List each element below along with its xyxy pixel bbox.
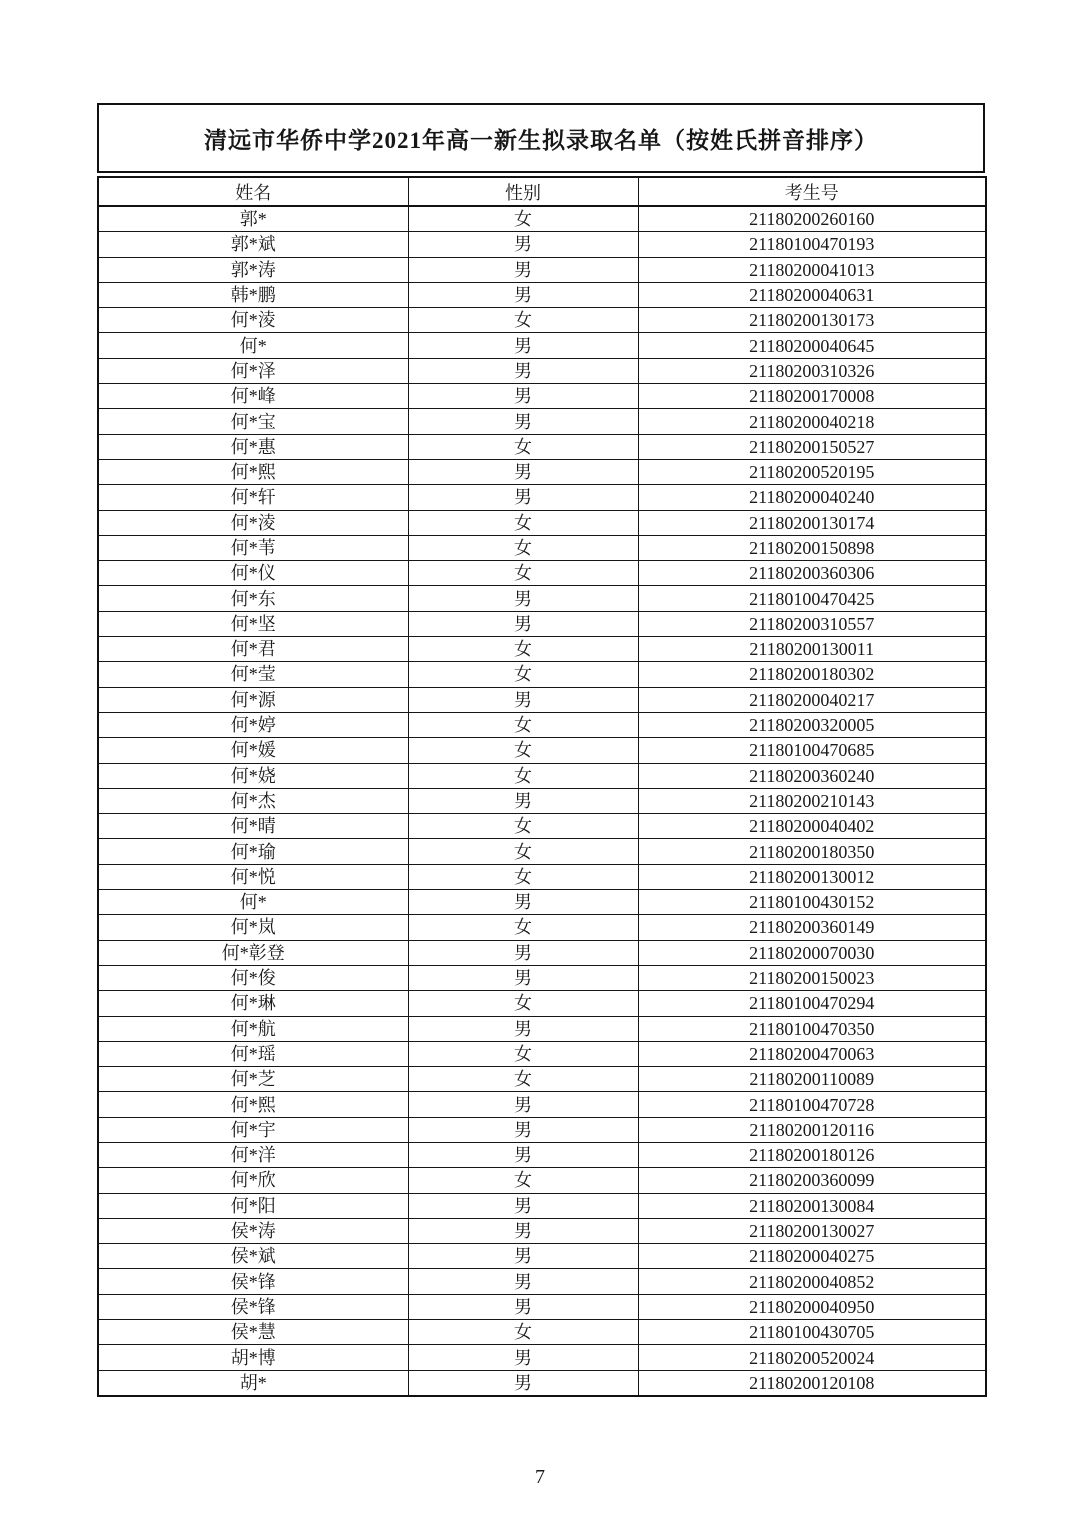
candidate-no-cell: 21180200520024: [638, 1345, 986, 1370]
table-row: [98, 1168, 986, 1193]
candidate-no-cell: 21180200130011: [638, 637, 986, 662]
gender-cell: 女: [408, 308, 638, 333]
name-cell: 何*淩: [98, 308, 408, 333]
gender-cell: 男: [408, 687, 638, 712]
candidate-no-cell: 21180200040218: [638, 409, 986, 434]
candidate-no-cell: 21180200470063: [638, 1041, 986, 1066]
document-title: 清远市华侨中学2021年高一新生拟录取名单（按姓氏拼音排序）: [97, 103, 985, 173]
gender-cell: 女: [408, 206, 638, 232]
candidate-no-cell: 21180200150023: [638, 965, 986, 990]
gender-cell: 女: [408, 434, 638, 459]
header-candidate-no: 考生号: [638, 177, 986, 206]
name-cell: 何*晴: [98, 814, 408, 839]
candidate-no-cell: 21180200360240: [638, 763, 986, 788]
table-row: [98, 1294, 986, 1319]
table-row: [98, 1244, 986, 1269]
table-row: [98, 384, 986, 409]
gender-cell: 女: [408, 712, 638, 737]
name-cell: 何*航: [98, 1016, 408, 1041]
candidate-no-cell: 21180200120116: [638, 1117, 986, 1142]
table-row: [98, 308, 986, 333]
candidate-no-cell: 21180200180350: [638, 839, 986, 864]
candidate-no-cell: 21180200210143: [638, 788, 986, 813]
candidate-no-cell: 21180200130173: [638, 308, 986, 333]
candidate-no-cell: 21180200041013: [638, 257, 986, 282]
table-row: [98, 839, 986, 864]
gender-cell: 女: [408, 1168, 638, 1193]
table-row: [98, 586, 986, 611]
gender-cell: 女: [408, 561, 638, 586]
table-row: [98, 282, 986, 307]
name-cell: 韩*鹏: [98, 282, 408, 307]
gender-cell: 男: [408, 940, 638, 965]
table-row: [98, 459, 986, 484]
name-cell: 何*洋: [98, 1142, 408, 1167]
name-cell: 何*琳: [98, 991, 408, 1016]
candidate-no-cell: 21180200040402: [638, 814, 986, 839]
admission-roster-table: [97, 176, 987, 1397]
candidate-no-cell: 21180200040631: [638, 282, 986, 307]
name-cell: 何*泽: [98, 358, 408, 383]
candidate-no-cell: 21180200150898: [638, 535, 986, 560]
candidate-no-cell: 21180200120108: [638, 1370, 986, 1396]
gender-cell: 男: [408, 611, 638, 636]
gender-cell: 男: [408, 459, 638, 484]
gender-cell: 男: [408, 1345, 638, 1370]
name-cell: 侯*锋: [98, 1269, 408, 1294]
candidate-no-cell: 21180200180302: [638, 662, 986, 687]
name-cell: 何*芝: [98, 1067, 408, 1092]
name-cell: 何*悦: [98, 864, 408, 889]
gender-cell: 男: [408, 890, 638, 915]
table-header: [98, 177, 986, 206]
table-row: [98, 434, 986, 459]
table-row: [98, 358, 986, 383]
candidate-no-cell: 21180100470425: [638, 586, 986, 611]
gender-cell: 男: [408, 965, 638, 990]
name-cell: 侯*慧: [98, 1320, 408, 1345]
table-row: [98, 1142, 986, 1167]
table-row: [98, 257, 986, 282]
name-cell: 何*熙: [98, 1092, 408, 1117]
header-name: 姓名: [98, 177, 408, 206]
name-cell: 胡*: [98, 1370, 408, 1396]
gender-cell: 男: [408, 384, 638, 409]
candidate-no-cell: 21180200150527: [638, 434, 986, 459]
candidate-no-cell: 21180200130027: [638, 1218, 986, 1243]
table-row: [98, 890, 986, 915]
name-cell: 何*瑜: [98, 839, 408, 864]
name-cell: 郭*: [98, 206, 408, 232]
table-row: [98, 637, 986, 662]
table-row: [98, 738, 986, 763]
gender-cell: 男: [408, 1269, 638, 1294]
gender-cell: 男: [408, 333, 638, 358]
gender-cell: 男: [408, 232, 638, 257]
name-cell: 何*源: [98, 687, 408, 712]
name-cell: 何*彰登: [98, 940, 408, 965]
gender-cell: 男: [408, 586, 638, 611]
gender-cell: 男: [408, 1244, 638, 1269]
page-number: 7: [535, 1466, 545, 1488]
table-row: [98, 1193, 986, 1218]
gender-cell: 男: [408, 257, 638, 282]
table-row: [98, 1067, 986, 1092]
table-row: [98, 485, 986, 510]
table-row: [98, 687, 986, 712]
name-cell: 何*莹: [98, 662, 408, 687]
gender-cell: 男: [408, 1370, 638, 1396]
name-cell: 郭*涛: [98, 257, 408, 282]
name-cell: 何*婷: [98, 712, 408, 737]
name-cell: 何*峰: [98, 384, 408, 409]
candidate-no-cell: 21180100470294: [638, 991, 986, 1016]
name-cell: 郭*斌: [98, 232, 408, 257]
gender-cell: 女: [408, 738, 638, 763]
table-row: [98, 1092, 986, 1117]
table-row: [98, 561, 986, 586]
gender-cell: 女: [408, 637, 638, 662]
table-row: [98, 1269, 986, 1294]
name-cell: 何*岚: [98, 915, 408, 940]
candidate-no-cell: 21180200040275: [638, 1244, 986, 1269]
gender-cell: 女: [408, 814, 638, 839]
table-row: [98, 1370, 986, 1396]
candidate-no-cell: 21180200130012: [638, 864, 986, 889]
candidate-no-cell: 21180200260160: [638, 206, 986, 232]
candidate-no-cell: 21180200360149: [638, 915, 986, 940]
gender-cell: 男: [408, 358, 638, 383]
table-row: [98, 940, 986, 965]
name-cell: 何*宝: [98, 409, 408, 434]
table-row: [98, 814, 986, 839]
name-cell: 侯*斌: [98, 1244, 408, 1269]
gender-cell: 女: [408, 662, 638, 687]
table-row: [98, 763, 986, 788]
name-cell: 何*媛: [98, 738, 408, 763]
name-cell: 何*坚: [98, 611, 408, 636]
candidate-no-cell: 21180200170008: [638, 384, 986, 409]
admission-roster-document: [97, 103, 985, 1397]
candidate-no-cell: 21180200180126: [638, 1142, 986, 1167]
table-row: [98, 991, 986, 1016]
table-row: [98, 611, 986, 636]
header-row: [98, 177, 986, 206]
name-cell: 何*淩: [98, 510, 408, 535]
table-row: [98, 1320, 986, 1345]
name-cell: 何*惠: [98, 434, 408, 459]
gender-cell: 女: [408, 839, 638, 864]
candidate-no-cell: 21180200310557: [638, 611, 986, 636]
table-row: [98, 232, 986, 257]
table-row: [98, 206, 986, 232]
name-cell: 胡*博: [98, 1345, 408, 1370]
candidate-no-cell: 21180200040852: [638, 1269, 986, 1294]
name-cell: 何*娆: [98, 763, 408, 788]
gender-cell: 男: [408, 282, 638, 307]
candidate-no-cell: 21180200040217: [638, 687, 986, 712]
gender-cell: 女: [408, 1041, 638, 1066]
table-row: [98, 1345, 986, 1370]
table-body: [98, 206, 986, 1396]
gender-cell: 女: [408, 535, 638, 560]
candidate-no-cell: 21180200040950: [638, 1294, 986, 1319]
table-row: [98, 864, 986, 889]
table-row: [98, 1117, 986, 1142]
table-row: [98, 712, 986, 737]
candidate-no-cell: 21180200070030: [638, 940, 986, 965]
name-cell: 何*东: [98, 586, 408, 611]
candidate-no-cell: 21180200130084: [638, 1193, 986, 1218]
table-row: [98, 333, 986, 358]
gender-cell: 男: [408, 1218, 638, 1243]
table-row: [98, 1218, 986, 1243]
gender-cell: 男: [408, 788, 638, 813]
gender-cell: 男: [408, 1142, 638, 1167]
table-row: [98, 535, 986, 560]
candidate-no-cell: 21180100430152: [638, 890, 986, 915]
candidate-no-cell: 21180200040645: [638, 333, 986, 358]
gender-cell: 女: [408, 1320, 638, 1345]
candidate-no-cell: 21180200310326: [638, 358, 986, 383]
gender-cell: 男: [408, 409, 638, 434]
name-cell: 何*宇: [98, 1117, 408, 1142]
gender-cell: 女: [408, 510, 638, 535]
candidate-no-cell: 21180200360099: [638, 1168, 986, 1193]
table-row: [98, 409, 986, 434]
table-row: [98, 662, 986, 687]
table-row: [98, 965, 986, 990]
table-row: [98, 1041, 986, 1066]
name-cell: 何*欣: [98, 1168, 408, 1193]
candidate-no-cell: 21180200520195: [638, 459, 986, 484]
name-cell: 何*阳: [98, 1193, 408, 1218]
gender-cell: 女: [408, 763, 638, 788]
gender-cell: 男: [408, 1092, 638, 1117]
gender-cell: 男: [408, 1294, 638, 1319]
table-row: [98, 1016, 986, 1041]
name-cell: 何*杰: [98, 788, 408, 813]
gender-cell: 男: [408, 1016, 638, 1041]
name-cell: 何*苇: [98, 535, 408, 560]
candidate-no-cell: 21180200360306: [638, 561, 986, 586]
table-row: [98, 510, 986, 535]
name-cell: 何*君: [98, 637, 408, 662]
name-cell: 何*熙: [98, 459, 408, 484]
gender-cell: 女: [408, 991, 638, 1016]
gender-cell: 女: [408, 1067, 638, 1092]
candidate-no-cell: 21180200040240: [638, 485, 986, 510]
candidate-no-cell: 21180100470728: [638, 1092, 986, 1117]
candidate-no-cell: 21180100470685: [638, 738, 986, 763]
name-cell: 何*仪: [98, 561, 408, 586]
name-cell: 何*: [98, 890, 408, 915]
candidate-no-cell: 21180200110089: [638, 1067, 986, 1092]
gender-cell: 男: [408, 1193, 638, 1218]
name-cell: 何*轩: [98, 485, 408, 510]
header-gender: 性别: [408, 177, 638, 206]
name-cell: 侯*锋: [98, 1294, 408, 1319]
gender-cell: 女: [408, 915, 638, 940]
candidate-no-cell: 21180100470350: [638, 1016, 986, 1041]
name-cell: 何*瑶: [98, 1041, 408, 1066]
table-row: [98, 788, 986, 813]
candidate-no-cell: 21180100470193: [638, 232, 986, 257]
gender-cell: 男: [408, 485, 638, 510]
gender-cell: 女: [408, 864, 638, 889]
candidate-no-cell: 21180200320005: [638, 712, 986, 737]
gender-cell: 男: [408, 1117, 638, 1142]
candidate-no-cell: 21180100430705: [638, 1320, 986, 1345]
table-row: [98, 915, 986, 940]
candidate-no-cell: 21180200130174: [638, 510, 986, 535]
name-cell: 何*: [98, 333, 408, 358]
name-cell: 侯*涛: [98, 1218, 408, 1243]
name-cell: 何*俊: [98, 965, 408, 990]
